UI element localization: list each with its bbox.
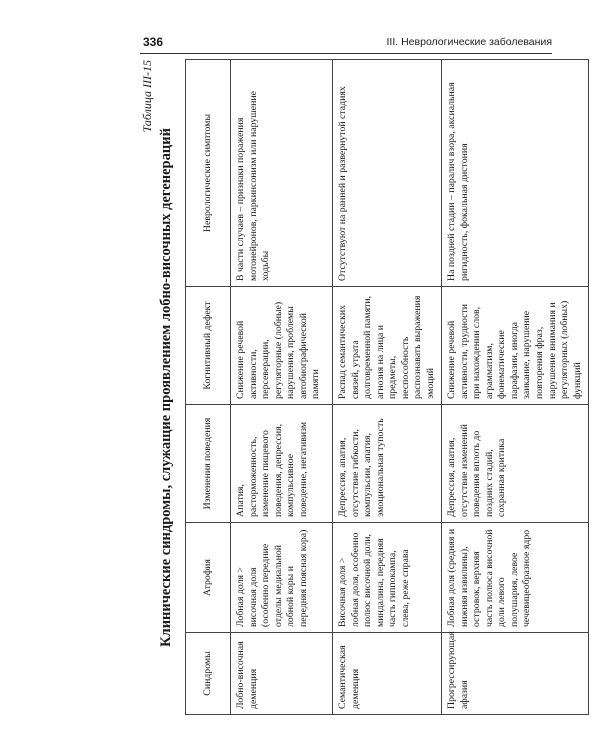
table-title: Клинические синдромы, служащие проявлением лобно-височных дегенераций <box>158 128 174 647</box>
cell-behavior: Апатия, расторможенность, изменение пищевого поведения, депрессия, компульсивное поведение, негативизм <box>231 405 333 523</box>
cell-neuro: На поздней стадии – паралич взора, аксиальная ригидность, фокальная дистония <box>442 60 589 287</box>
running-head: III. Неврологические заболевания <box>386 36 552 48</box>
cell-atrophy: Лобная доля (средняя и нижняя извилины), островок, верхняя часть полюса височной доли левого полушария, левое чечевицеобразное ядро <box>442 523 589 633</box>
cell-behavior: Депрессия, апатия, отсутствие изменений поведения вплоть до поздних стадий, сохранная критика <box>442 405 589 523</box>
cell-atrophy: Височная доля > лобная доля, особенно полюс височной доли, миндалина, передняя часть гиппокампа, слева, реже справа <box>333 523 442 633</box>
syndromes-table <box>185 59 589 715</box>
column-header-cognitive: Когнитивный дефект <box>186 287 231 405</box>
table-row <box>231 60 333 715</box>
cell-syndrome: Семантическая деменция <box>333 633 442 715</box>
header-rule <box>140 53 552 54</box>
column-header-atrophy: Атрофия <box>186 523 231 633</box>
cell-atrophy: Лобная доля > височная доля (особенно передние отделы медиальной лобной коры и передняя поясная кора) <box>231 523 333 633</box>
cell-cognitive: Снижение речевой активности, трудности при нахождении слов, аграмматизм, фонематические парафазии, иногда заикание, нарушение повторения фраз, нарушение внимания и регуляторных (лобных) функций <box>442 287 589 405</box>
table-number: Таблица III-15 <box>140 60 154 133</box>
table-row <box>333 60 442 715</box>
table-row <box>442 60 589 715</box>
cell-behavior: Депрессия, апатия, отсутствие гибкости, компульсии, апатия, эмоциональная тупость <box>333 405 442 523</box>
cell-syndrome: Прогрессирующая афазия <box>442 633 589 715</box>
page-number: 336 <box>143 35 164 49</box>
cell-neuro: В части случаев – признаки поражения мотонейронов, паркинсонизм или нарушение ходьбы <box>231 60 333 287</box>
cell-cognitive: Снижение речевой активности, персеверации, регуляторные (лобные) нарушения, проблемы автобиографической памяти <box>231 287 333 405</box>
cell-syndrome: Лобно-височная деменция <box>231 633 333 715</box>
table-header-row <box>186 60 231 715</box>
column-header-behavior: Изменения поведения <box>186 405 231 523</box>
cell-neuro: Отсутствуют на ранней и развернутой стадиях <box>333 60 442 287</box>
rotated-table-block <box>140 60 583 715</box>
column-header-neuro: Неврологические симптомы <box>186 60 231 287</box>
column-header-syndromes: Синдромы <box>186 633 231 715</box>
cell-cognitive: Распад семантических связей, утрата долговременной памяти, агнозия на лица и предметы, неспособность распознавать выражения эмоций <box>333 287 442 405</box>
